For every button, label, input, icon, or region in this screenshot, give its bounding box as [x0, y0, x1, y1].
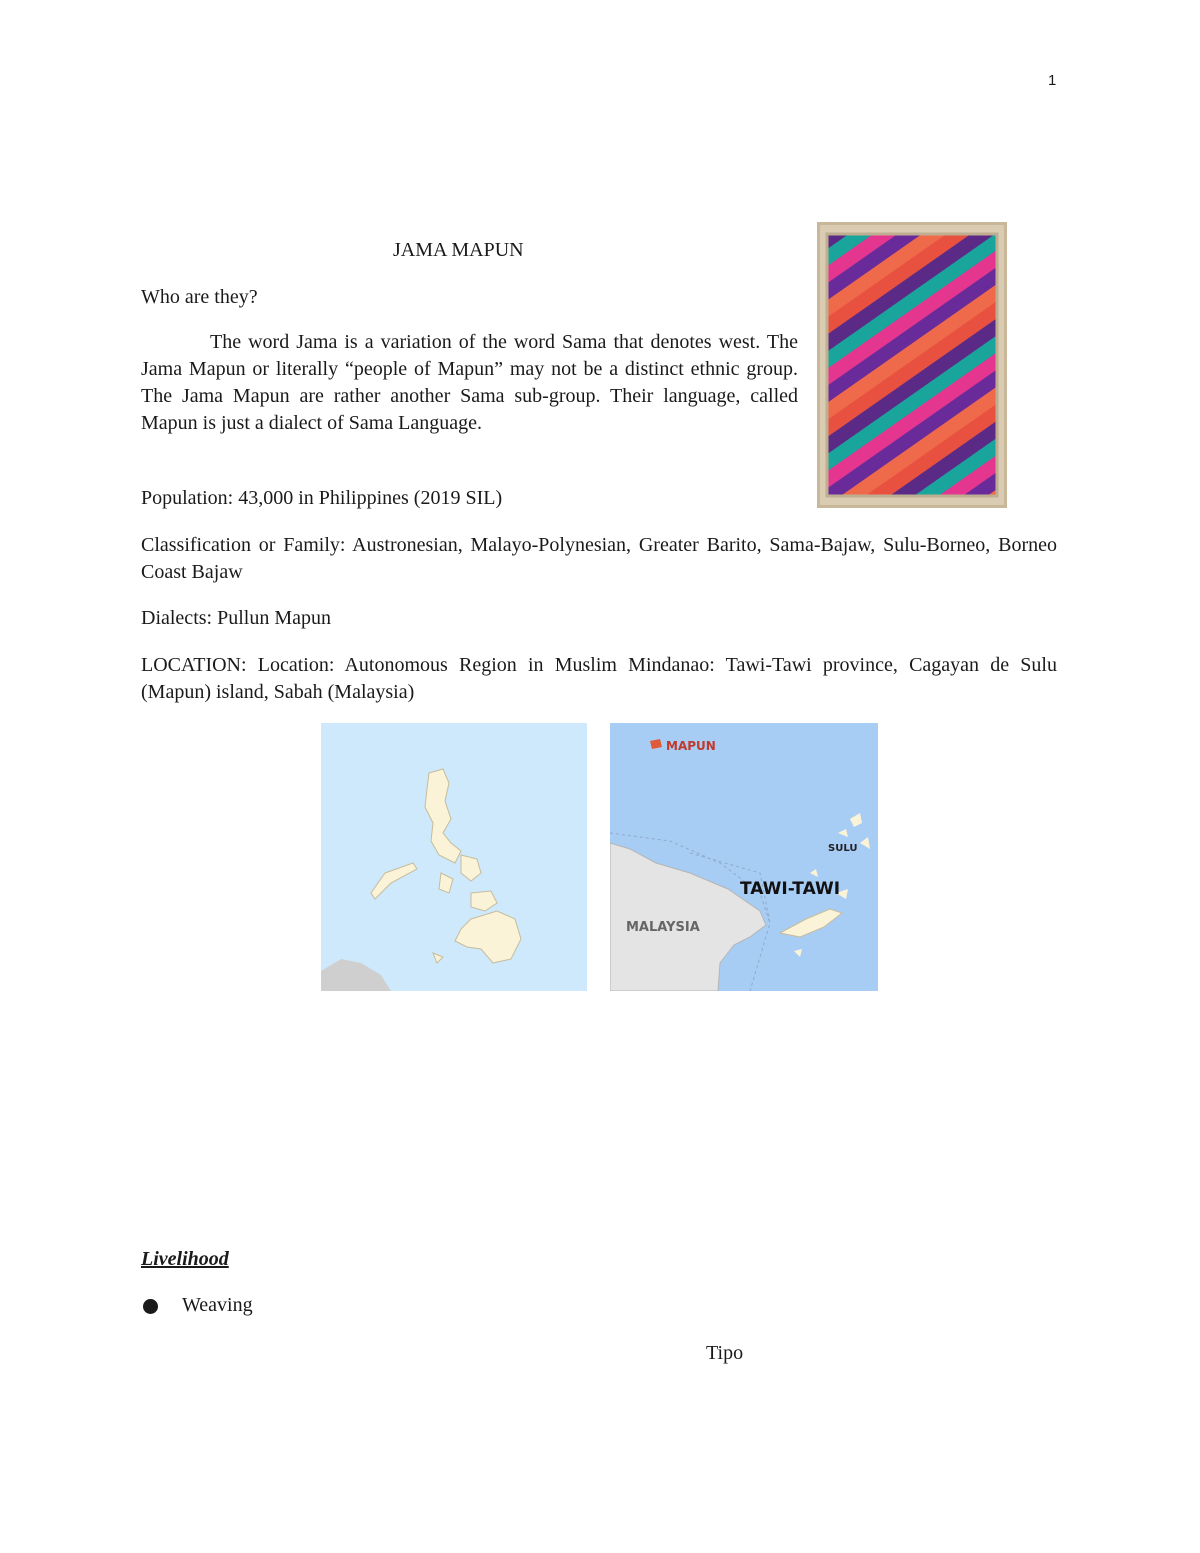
map-label-sulu: SULU — [828, 843, 858, 854]
page-number: 1 — [1048, 72, 1057, 89]
bullet-icon — [143, 1299, 158, 1314]
population-line: Population: 43,000 in Philippines (2019 SIL) — [141, 487, 503, 509]
image-caption-tipo: Tipo — [706, 1342, 744, 1364]
intro-paragraph: The word Jama is a variation of the word Sama that denotes west. The Jama Mapun or literally “people of Mapun” may not be a distinct ethnic group. The Jama Mapun are rather another Sama sub-group. Their language, called Mapun is just a dialect of Sama Language. — [141, 331, 798, 434]
map-label-malaysia: MALAYSIA — [626, 920, 700, 935]
philippines-map-image — [321, 723, 587, 991]
document-title: JAMA MAPUN — [393, 239, 524, 261]
section-question: Who are they? — [141, 286, 258, 308]
classification-line: Classification or Family: Austronesian, Malayo-Polynesian, Greater Barito, Sama-Bajaw, Sulu-Borneo, Borneo Coast Bajaw — [141, 534, 1057, 583]
map-label-tawi-tawi: TAWI-TAWI — [740, 879, 841, 899]
map-label-mapun: MAPUN — [666, 739, 716, 753]
livelihood-heading: Livelihood — [141, 1248, 229, 1270]
woven-mat-image — [817, 222, 1007, 508]
tawi-tawi-map-image — [610, 723, 878, 991]
livelihood-item-weaving: Weaving — [182, 1294, 253, 1316]
location-line: LOCATION: Location: Autonomous Region in Muslim Mindanao: Tawi-Tawi province, Cagayan de Sulu (Mapun) island, Sabah (Malaysia) — [141, 654, 1057, 703]
dialects-line: Dialects: Pullun Mapun — [141, 607, 331, 629]
